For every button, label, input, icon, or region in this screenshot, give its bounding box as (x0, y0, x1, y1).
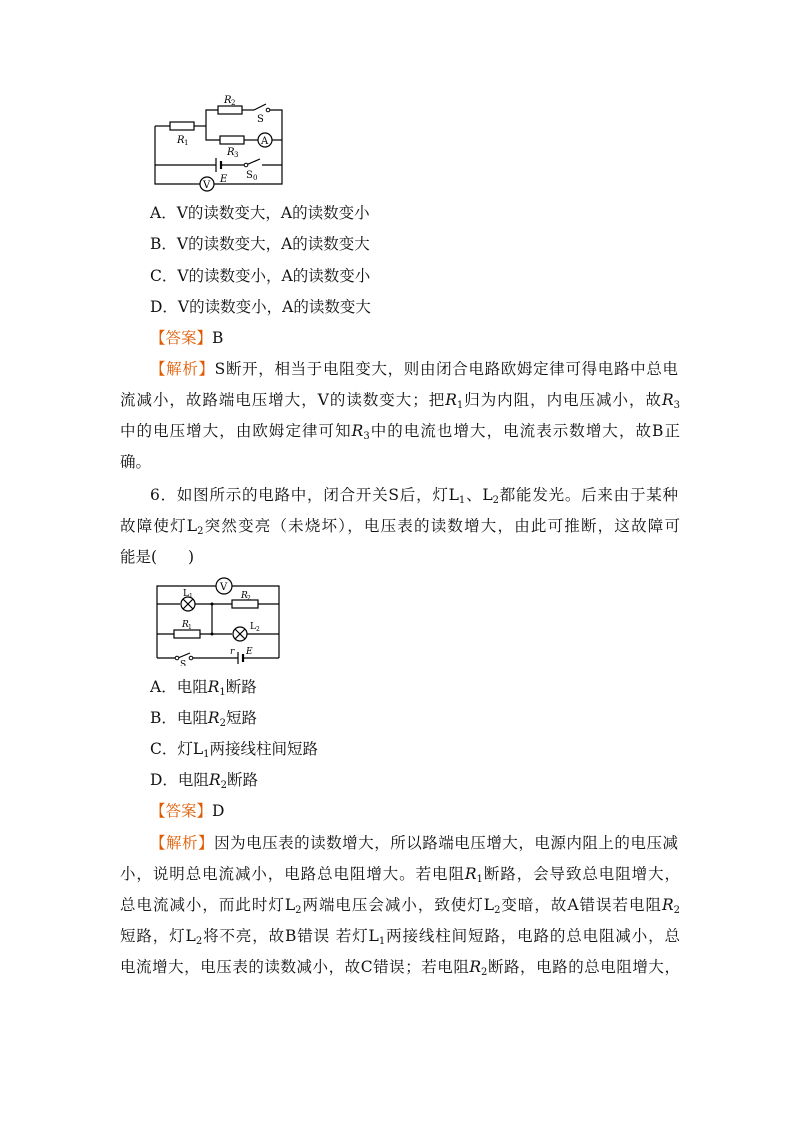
q5-label-r2: R (224, 95, 232, 106)
svg-text:2: 2 (247, 595, 251, 602)
q5-analysis-line-2: 流减小，故路端电压增大，V的读数变大；把$R_1$归为内阻，内电压减小，故$R_3$ (120, 391, 680, 411)
q5-analysis-line-1: 【解析】S断开，相当于电阻变大，则由闭合电路欧姆定律可得电路中总电 (150, 360, 678, 378)
svg-text:1: 1 (184, 139, 189, 147)
q6-label-r1: R (182, 620, 189, 630)
q6-option-a: A．电阻$R_1$断路 (150, 678, 257, 698)
q6-voltmeter-label: V (220, 582, 228, 593)
q6-analysis-line-5: 电流增大，电压表的读数减小，故C错误；若电阻$R_2$断路，电路的总电阻增大， (120, 958, 680, 978)
q6-stem-line-2: 故障使灯$L_2$突然变亮（未烧坏），电压表的读数增大，由此可推断，这故障可 (120, 517, 680, 537)
q6-stem-line-1: 6．如图所示的电路中，闭合开关S后，灯$L_1$、$L_2$都能发光。后来由于某种 (150, 486, 678, 506)
q6-stem-line-3: 能是( ) (120, 548, 195, 566)
q6-circuit-diagram (150, 574, 290, 666)
q6-analysis-line-3: 总电流减小，而此时灯$L_2$两端电压会减小，致使灯$L_2$变暗，故A错误若电阻$R_2$ (120, 896, 680, 916)
q5-label-r1: R (177, 135, 185, 146)
q6-label-l1: L (183, 589, 189, 599)
q6-analysis-line-2: 小，说明总电流减小，电路总电阻增大。若电阻$R_1$断路，会导致总电阻增大， (120, 865, 680, 885)
q6-answer (150, 800, 710, 822)
q5-label-s: S (257, 114, 264, 125)
q6-option-d: D．电阻$R_2$断路 (150, 771, 258, 791)
q6-analysis-line-1: 【解析】因为电压表的读数增大，所以路端电压增大，电源内阻上的电压减 (150, 834, 678, 852)
q5-option-a: A．V的读数变大，A的读数变小 (150, 204, 370, 222)
svg-text:3: 3 (234, 151, 239, 159)
q5-label-r3: R (227, 147, 235, 158)
q5-voltmeter-label: V (203, 180, 211, 191)
q6-option-c: C．灯$L_1$两接线柱间短路 (150, 740, 319, 760)
q6-label-l2: L (250, 622, 256, 632)
q5-answer-value: B (212, 329, 224, 347)
q5-answer (150, 327, 710, 349)
svg-text:1: 1 (189, 593, 193, 600)
q5-option-d: D．V的读数变小，A的读数变大 (150, 298, 371, 316)
q6-label-s: S (180, 660, 187, 666)
q5-label-s0: S (246, 170, 253, 181)
q6-analysis-line-4: 短路，灯$L_2$将不亮，故B错误 若灯$L_1$两接线柱间短路，电路的总电阻减小，总 (120, 927, 680, 947)
q5-circuit-diagram (148, 92, 293, 192)
svg-text:2: 2 (231, 99, 236, 107)
q5-ammeter-label: A (261, 136, 269, 147)
q5-analysis-line-3: 中的电压增大，由欧姆定律可知$R_3$中的电流也增大，电流表示数增大，故B正 (120, 422, 680, 442)
svg-text:0: 0 (253, 174, 258, 182)
q6-answer-label: 【答案】 (150, 802, 213, 820)
q5-option-b: B．V的读数变大，A的读数变大 (150, 235, 370, 253)
q6-label-r2: R (241, 591, 248, 601)
svg-text:1: 1 (188, 624, 192, 631)
q6-label-r: r (230, 647, 235, 657)
q5-analysis-line-4: 确。 (120, 453, 152, 471)
svg-text:2: 2 (256, 626, 260, 633)
q5-option-c: C．V的读数变小，A的读数变小 (150, 267, 371, 285)
q6-answer-value: D (212, 802, 225, 820)
q6-option-b: B．电阻$R_2$短路 (150, 709, 257, 729)
q5-answer-label: 【答案】 (150, 329, 213, 347)
q5-label-e: E (220, 174, 228, 185)
q6-label-e: E (246, 647, 253, 657)
